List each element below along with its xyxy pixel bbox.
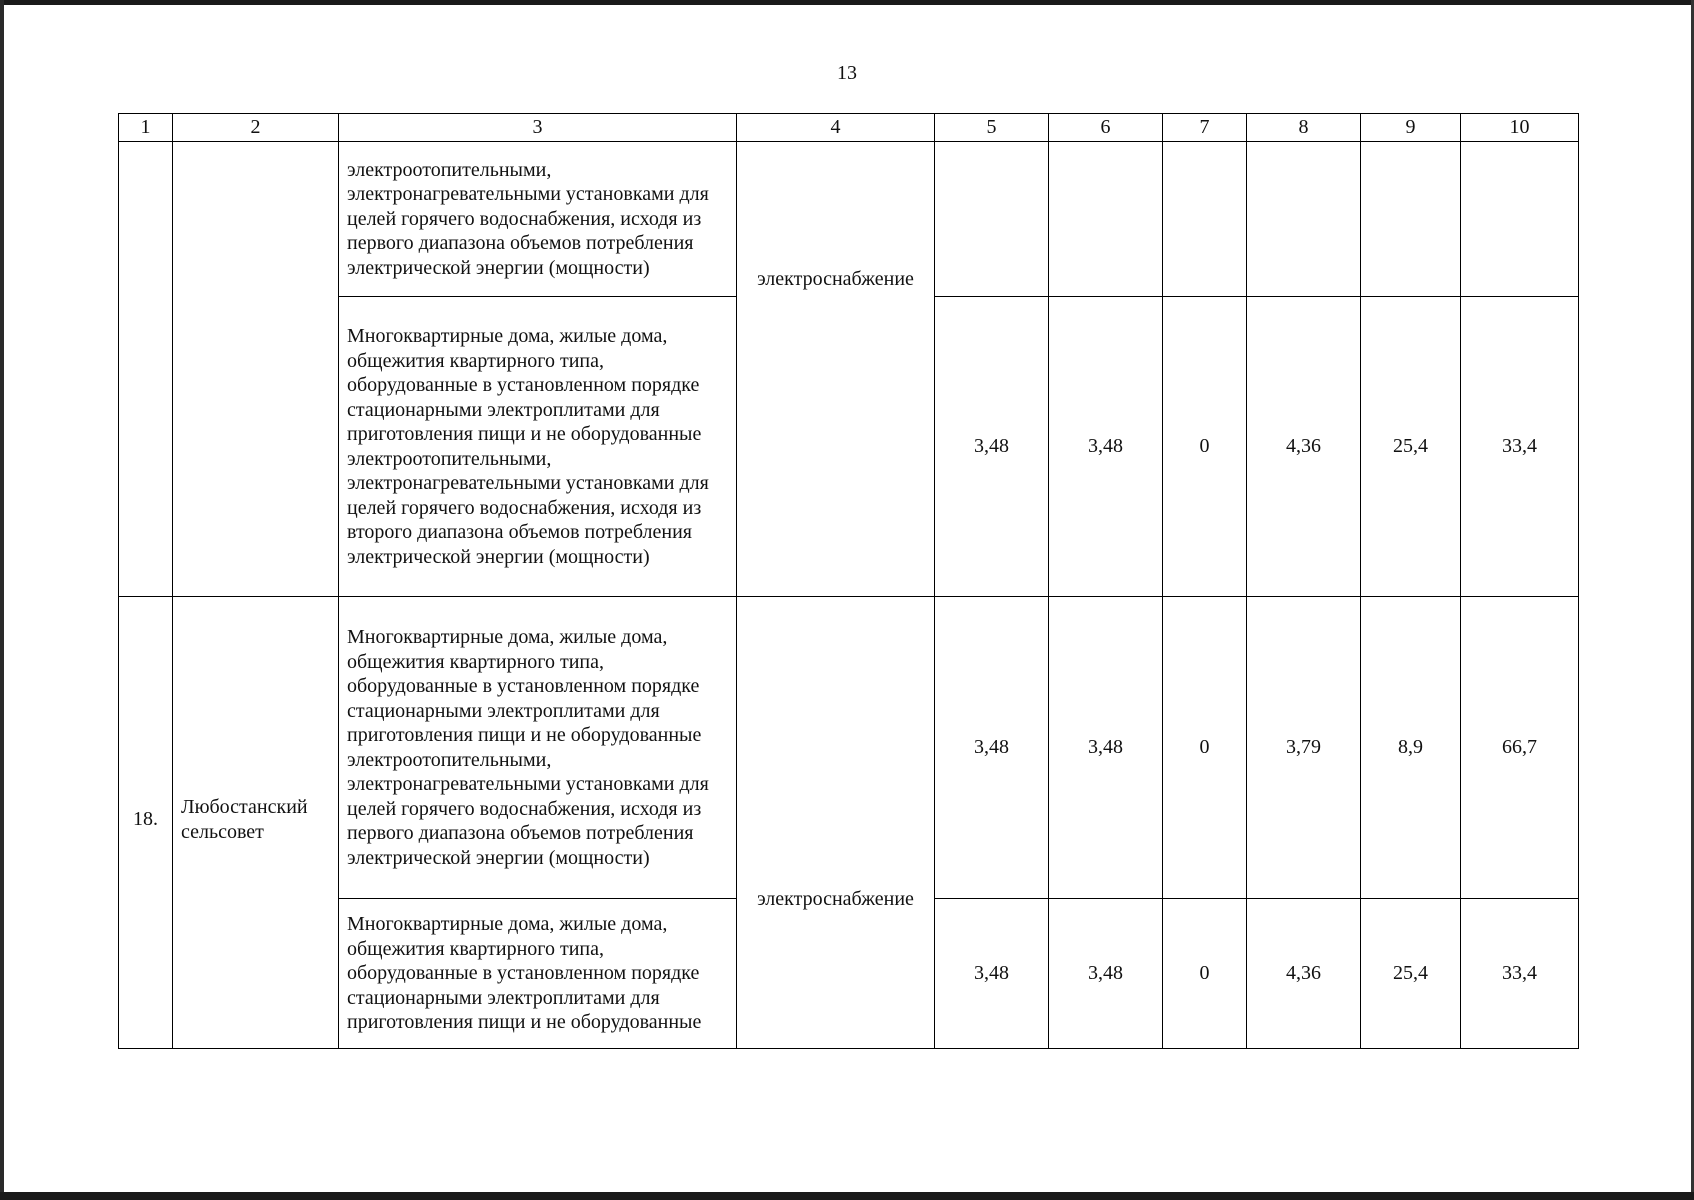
- settlement-name: [173, 142, 339, 597]
- header-row: [119, 114, 1579, 142]
- value-col-10: 33,4: [1461, 899, 1579, 1049]
- header-cell-9: 9: [1361, 114, 1461, 142]
- header-cell-1: 1: [119, 114, 173, 142]
- value-col-6: 3,48: [1049, 297, 1163, 597]
- consumer-category: Многоквартирные дома, жилые дома, общежития квартирного типа, оборудованные в установленном порядке стационарными электроплитами для приготовления пищи и не оборудованные: [339, 899, 737, 1049]
- value-col-9: 25,4: [1361, 899, 1461, 1049]
- value-col-8: 3,79: [1247, 597, 1361, 899]
- value-col-9: 8,9: [1361, 597, 1461, 899]
- value-col-6: [1049, 142, 1163, 297]
- header-cell-3: 3: [339, 114, 737, 142]
- value-col-10: 33,4: [1461, 297, 1579, 597]
- value-col-5: 3,48: [935, 297, 1049, 597]
- value-col-9: [1361, 142, 1461, 297]
- table-row: [119, 142, 1579, 297]
- header-cell-5: 5: [935, 114, 1049, 142]
- value-col-5: [935, 142, 1049, 297]
- value-col-6: 3,48: [1049, 597, 1163, 899]
- value-col-8: 4,36: [1247, 899, 1361, 1049]
- value-col-7: 0: [1163, 597, 1247, 899]
- settlement-name: Любостанский сельсовет: [173, 597, 339, 1049]
- value-col-10: [1461, 142, 1579, 297]
- value-col-8: [1247, 142, 1361, 297]
- value-col-5: 3,48: [935, 899, 1049, 1049]
- header-cell-6: 6: [1049, 114, 1163, 142]
- header-cell-4: 4: [737, 114, 935, 142]
- header-cell-7: 7: [1163, 114, 1247, 142]
- header-cell-8: 8: [1247, 114, 1361, 142]
- consumer-category: Многоквартирные дома, жилые дома, общежития квартирного типа, оборудованные в установленном порядке стационарными электроплитами для приготовления пищи и не оборудованные электроотопительными, электронагревательными установками для целей горячего водоснабжения, исходя из первого диапазона объемов потребления электрической энергии (мощности): [339, 597, 737, 899]
- header-cell-10: 10: [1461, 114, 1579, 142]
- service-type: электроснабжение: [737, 142, 935, 597]
- value-col-5: 3,48: [935, 597, 1049, 899]
- row-number: 18.: [119, 597, 173, 1049]
- consumer-category: электроотопительными, электронагревательными установками для целей горячего водоснабжения, исходя из первого диапазона объемов потребления электрической энергии (мощности): [339, 142, 737, 297]
- tariff-table: [118, 113, 1579, 1049]
- scan-edge-left: [0, 0, 4, 1200]
- scan-edge-top: [0, 0, 1694, 5]
- value-col-8: 4,36: [1247, 297, 1361, 597]
- consumer-category: Многоквартирные дома, жилые дома, общежития квартирного типа, оборудованные в установленном порядке стационарными электроплитами для приготовления пищи и не оборудованные электроотопительными, электронагревательными установками для целей горячего водоснабжения, исходя из второго диапазона объемов потребления электрической энергии (мощности): [339, 297, 737, 597]
- table-row: [119, 597, 1579, 899]
- header-cell-2: 2: [173, 114, 339, 142]
- value-col-10: 66,7: [1461, 597, 1579, 899]
- scan-edge-bottom: [0, 1192, 1694, 1200]
- value-col-6: 3,48: [1049, 899, 1163, 1049]
- value-col-7: 0: [1163, 899, 1247, 1049]
- value-col-7: [1163, 142, 1247, 297]
- service-type: электроснабжение: [737, 597, 935, 1049]
- value-col-7: 0: [1163, 297, 1247, 597]
- page-number: 13: [837, 62, 857, 84]
- value-col-9: 25,4: [1361, 297, 1461, 597]
- row-number: [119, 142, 173, 597]
